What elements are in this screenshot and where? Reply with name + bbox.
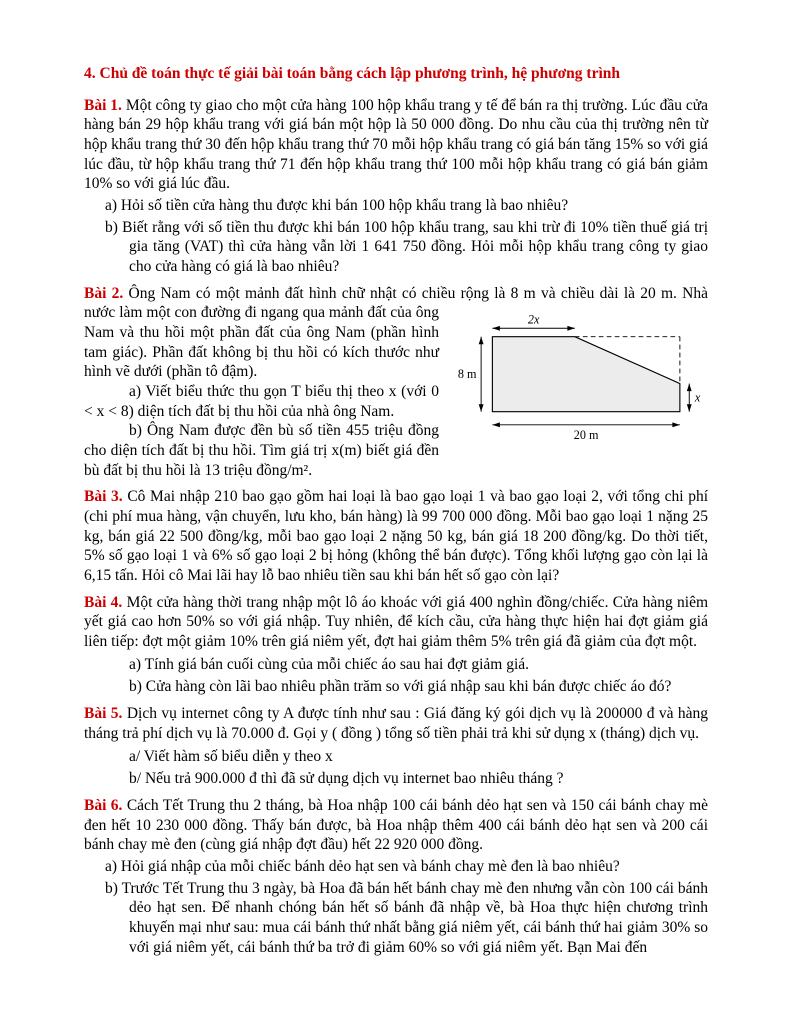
arrowhead [687, 404, 692, 412]
arrowhead [492, 422, 500, 427]
item-marker: b/ [129, 770, 142, 788]
problem-3-paragraph [84, 487, 708, 585]
item-text: Viết hàm số biểu diễn y theo x [143, 747, 333, 765]
problem-1-text: Một công ty giao cho một cửa hàng 100 hộp khẩu trang y tế để bán ra thị trường. Lúc đầu cửa hàng bán 29 hộp khẩu trang với giá bán một hộp là 50 000 đồng. Do nhu cầu của thị trường nên từ hộp khẩu trang thứ 30 đến hộp khẩu trang thứ 70 mỗi hộp khẩu trang có giá bán tăng 15% so với giá lúc đầu, từ hộp khẩu trang thứ 71 đến hộp khẩu trang thứ 100 mỗi hộp khẩu trang có giá bán giảm 10% so với giá lúc đầu. [84, 96, 708, 193]
problem-2 [84, 284, 708, 481]
item-text: Hỏi số tiền cửa hàng thu được khi bán 100 hộp khẩu trang là bao nhiêu? [120, 197, 569, 215]
problem-1 [84, 96, 708, 277]
problem-2-item-b: b) Ông Nam được đền bù số tiền 455 triệu đồng cho diện tích đất bị thu hồi. Tìm giá trị x(m) biết giá đền bù đất bị thu hồi là 13 triệu đồng/m². [84, 422, 439, 479]
arrowhead [492, 326, 500, 331]
item-marker: b) [105, 218, 118, 236]
problem-4-text: Một cửa hàng thời trang nhập một lô áo khoác với giá 400 nghìn đồng/chiếc. Cửa hàng niêm yết giá cao hơn 50% so với giá nhập. Tuy nhiên, để kích cầu, cửa hàng thực hiện hai đợt giảm giá liên tiếp: đợt một giảm 10% trên giá niêm yết, đợt hai giảm thêm 5% trên giá đã giảm của đợt một. [84, 593, 708, 651]
problem-2-label: Bài 2. [84, 284, 124, 302]
item-marker: b) [129, 678, 142, 696]
problem-5-item-a [84, 747, 708, 767]
problem-6-label: Bài 6. [84, 796, 123, 814]
problem-5-item-b [84, 769, 708, 789]
problem-5-text: Dịch vụ internet công ty A được tính như sau : Giá đăng ký gói dịch vụ là 200000 đ và hàng tháng trả phí dịch vụ là 70.000 đ. Gọi y ( đồng ) tổng số tiền phải trả khi sử dụng x (tháng) dịch vụ. [84, 705, 709, 742]
arrowhead [672, 422, 680, 427]
problem-3 [84, 487, 708, 585]
land-plot-diagram [453, 312, 708, 442]
item-text: Cửa hàng còn lãi bao nhiêu phần trăm so với giá nhập sau khi bán được chiếc áo đó? [145, 678, 672, 696]
problem-2-item-a: a) Viết biểu thức thu gọn T biểu thị theo x (với 0 < x < 8) diện tích đất bị thu hồi của nhà ông Nam. [84, 383, 439, 420]
item-text: Hỏi giá nhập của mỗi chiếc bánh dẻo hạt sen và bánh chay mè đen là bao nhiêu? [120, 857, 620, 875]
problem-1-item-b [84, 218, 708, 277]
problem-2-text: Ông Nam có một mảnh đất hình chữ nhật có chiều rộng là 8 m và chiều dài là 20 m. Nhà nước làm một con đường đi ngang qua mảnh đất của ông Nam và thu hồi một phần đất của ông Nam (phần hình tam giác). Phần đất không bị thu hồi có kích thước như hình vẽ dưới (phần tô đậm). [84, 284, 708, 381]
problem-6-paragraph [84, 796, 708, 855]
item-marker: a) [129, 655, 142, 673]
figure-label-bottom: 20 m [573, 427, 599, 442]
arrowhead [479, 404, 484, 412]
problem-6-item-b [84, 879, 708, 958]
problem-5 [84, 704, 708, 789]
problem-4-paragraph [84, 593, 708, 652]
problem-2-figure [453, 312, 708, 442]
item-text: Nếu trả 900.000 đ thì đã sử dụng dịch vụ internet bao nhiêu tháng ? [144, 770, 564, 788]
problem-5-paragraph [84, 704, 708, 743]
arrowhead [567, 326, 575, 331]
problem-4-label: Bài 4. [84, 593, 123, 611]
item-marker: b) [105, 879, 118, 897]
problem-4 [84, 593, 708, 697]
problem-4-item-a [84, 655, 708, 675]
shaded-plot-shape [492, 336, 680, 411]
problem-6 [84, 796, 708, 957]
arrowhead [687, 383, 692, 391]
figure-label-top: 2x [527, 312, 540, 327]
problem-3-label: Bài 3. [84, 488, 123, 506]
arrowhead [479, 336, 484, 344]
problem-1-paragraph [84, 96, 708, 194]
problem-3-text: Cô Mai nhập 210 bao gạo gồm hai loại là bao gạo loại 1 và bao gạo loại 2, với tổng chi phí (chi phí mua hàng, vận chuyển, lưu kho, bán hàng) là 99 700 000 đồng. Mỗi bao gạo loại 1 nặng 25 kg, bán giá 22 500 đồng/kg, mỗi bao gạo loại 2 nặng 50 kg, bán giá 18 200 đồng/kg. Do thời tiết, 5% số gạo loại 1 và 6% số gạo loại 2 bị hỏng (không thể bán được). Tổng khối lượng gạo còn lại là 6,15 tấn. Hỏi cô Mai lãi hay lỗ bao nhiêu tiền sau khi bán hết số gạo còn lại? [84, 488, 708, 585]
problem-6-text: Cách Tết Trung thu 2 tháng, bà Hoa nhập 100 cái bánh dẻo hạt sen và 150 cái bánh chay mè đen hết 10 230 000 đồng. Thấy bán được, bà Hoa nhập thêm 400 cái bánh dẻo hạt sen và 200 cái bánh chay mè đen (cùng giá nhập đợt đầu) hết 22 920 000 đồng. [84, 796, 709, 854]
figure-label-right: x [694, 390, 701, 405]
problem-6-item-a [84, 857, 708, 877]
problem-1-label: Bài 1. [84, 96, 122, 114]
item-marker: a) [105, 197, 118, 215]
page-title: 4. Chủ đề toán thực tế giải bài toán bằng cách lập phương trình, hệ phương trình [84, 65, 621, 82]
problem-4-item-b [84, 677, 708, 697]
item-marker: a/ [129, 747, 141, 765]
item-text: Trước Tết Trung thu 3 ngày, bà Hoa đã bán hết bánh chay mè đen nhưng vẫn còn 100 cái bánh dẻo hạt sen. Để nhanh chóng bán hết số bánh đã nhập về, bà Hoa thực hiện chương trình khuyến mại như sau: mua cái bánh thứ nhất bằng giá niêm yết, cái bánh thứ hai giảm 30% so với giá niêm yết, cái bánh thứ ba trở đi giảm 60% so với giá niêm yết. Bạn Mai đến [121, 879, 708, 956]
item-marker: a) [105, 857, 118, 875]
figure-label-left: 8 m [457, 366, 477, 381]
problem-5-label: Bài 5. [84, 705, 123, 723]
problem-1-item-a [84, 196, 708, 216]
item-text: Tính giá bán cuối cùng của mỗi chiếc áo sau hai đợt giảm giá. [144, 655, 530, 673]
item-text: Biết rằng với số tiền thu được khi bán 100 hộp khẩu trang, sau khi trừ đi 10% tiền thuế giá trị gia tăng (VAT) thì cửa hàng vẫn lời 1 641 750 đồng. Hỏi mỗi hộp khẩu trang công ty giao cho cửa hàng có giá là bao nhiêu? [122, 218, 708, 276]
